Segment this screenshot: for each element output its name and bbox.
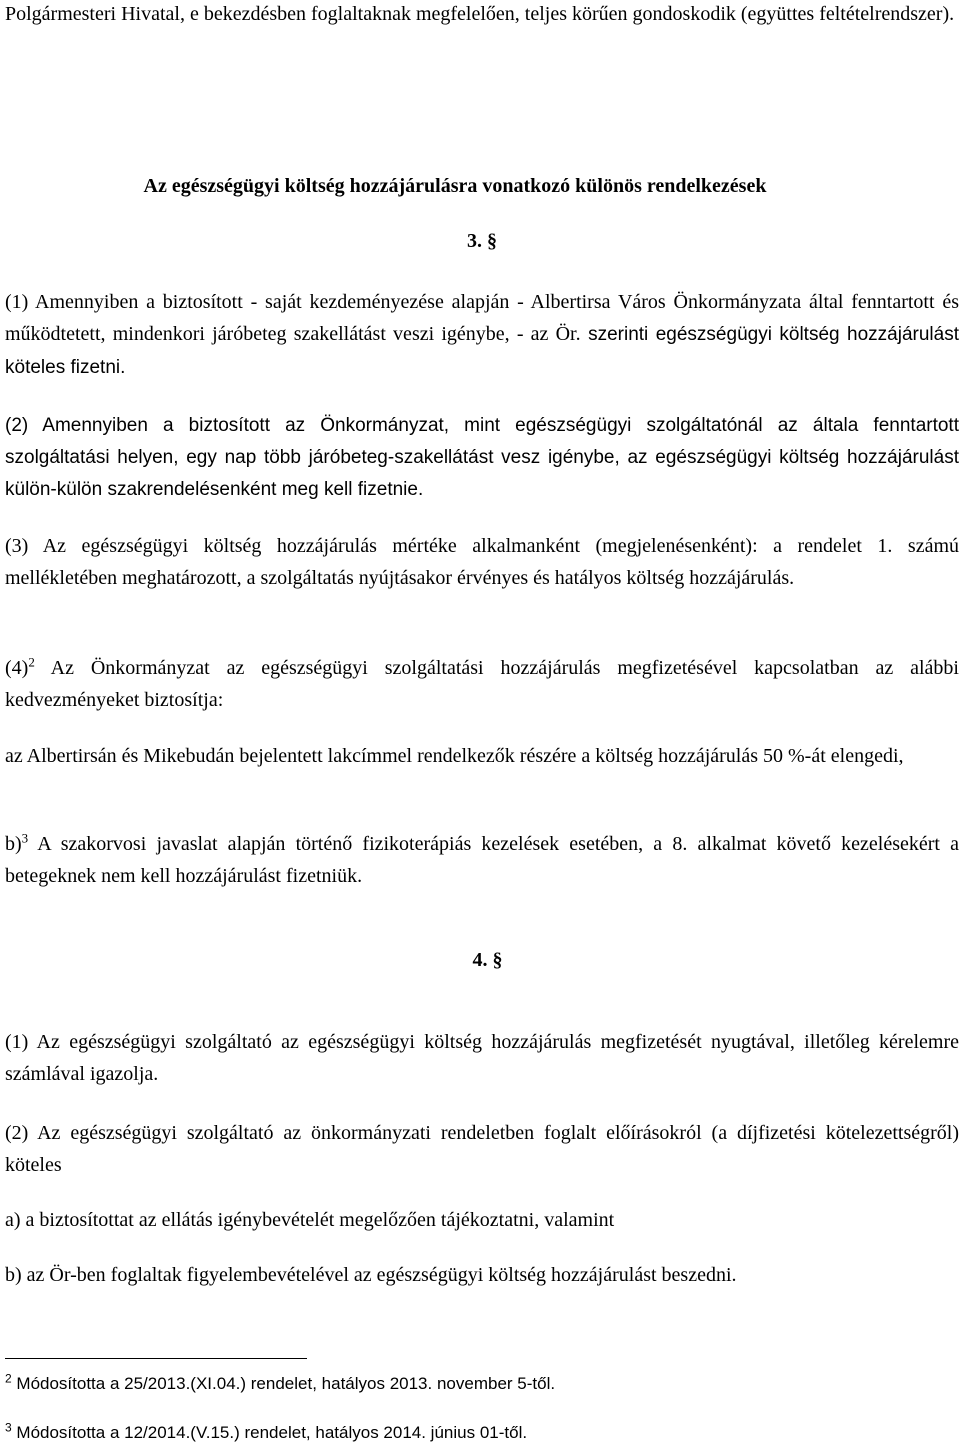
article-4-paragraph-2a: a) a biztosítottat az ellátás igénybevételét megelőzően tájékoztatni, valamint — [5, 1209, 615, 1231]
article-4-paragraph-2b: b) az Ör-ben foglaltak figyelembevételével az egészségügyi költség hozzájárulást beszedni. — [5, 1264, 737, 1286]
article-3-paragraph-1-sans: szerinti egészségügyi költség hozzájárulást köteles fizetni. — [5, 324, 959, 378]
footnote-3-mark: 3 — [5, 1420, 12, 1435]
intro-paragraph — [5, 0, 959, 30]
paragraph-4b-text: A szakorvosi javaslat alapján történő fizikoterápiás kezelések esetében, a 8. alkalmat követő kezelésekért a betegeknek nem kell hozzájárulást fizetniük. — [5, 833, 959, 887]
footnote-3-text: Módosította a 12/2014.(V.15.) rendelet, hatályos 2014. június 01-től. — [11, 1423, 528, 1442]
footnote-2-text: Módosította a 25/2013.(XI.04.) rendelet, hatályos 2013. november 5-től. — [11, 1374, 556, 1393]
article-3-paragraph-4b — [5, 828, 959, 892]
article-3-paragraph-3: (3) Az egészségügyi költség hozzájárulás mértéke alkalmanként (megjelenésenként): a rendelet 1. számú mellékletében meghatározott, a szolgáltatás nyújtásakor érvényes és hatályos költség hozzájárulás. — [5, 535, 959, 589]
paragraph-4b-prefix: b) — [5, 833, 22, 855]
article-4-number: 4. § — [472, 949, 503, 971]
article-3-paragraph-1 — [5, 286, 959, 384]
footnote-separator — [5, 1358, 307, 1359]
article-3-paragraph-4a: az Albertirsán és Mikebudán bejelentett lakcímmel rendelkezők részére a költség hozzájárulás 50 %-át elengedi, — [5, 745, 904, 767]
article-3-number: 3. § — [467, 230, 497, 252]
footnote-ref-2: 2 — [28, 654, 35, 670]
article-4-paragraph-1: (1) Az egészségügyi szolgáltató az egészségügyi költség hozzájárulás megfizetését nyugtával, illetőleg kérelemre számlával igazolja. — [5, 1031, 959, 1085]
article-3-paragraph-4 — [5, 652, 959, 716]
article-4-paragraph-2: (2) Az egészségügyi szolgáltató az önkormányzati rendeletben foglalt előírásokról (a díjfizetési kötelezettségről) köteles — [5, 1122, 959, 1176]
intro-text: Polgármesteri Hivatal, e bekezdésben foglaltaknak megfelelően, teljes körűen gondoskodik (együttes feltételrendszer). — [5, 3, 955, 25]
article-3-paragraph-2: (2) Amennyiben a biztosított az Önkormányzat, mint egészségügyi szolgáltatónál az általa fenntartott szolgáltatási helyen, egy nap több járóbeteg-szakellátást vesz igénybe, az egészségügyi költség hozzájárulást külön-külön szakrendelésenként meg kell fizetnie. — [5, 415, 959, 500]
article-3-paragraph-1-serif: (1) Amennyiben a biztosított - saját kezdeményezése alapján - Albertirsa Város Önkormányzata által fenntartott és működtetett, mindenkori járóbeteg szakellátást veszi igénybe, - az Ör. — [5, 291, 959, 345]
section-heading: Az egészségügyi költség hozzájárulásra vonatkozó különös rendelkezések — [143, 175, 767, 197]
footnote-3 — [5, 1422, 527, 1444]
footnote-ref-3: 3 — [21, 830, 29, 846]
paragraph-4-text: Az Önkormányzat az egészségügyi szolgáltatási hozzájárulás megfizetésével kapcsolatban az alábbi kedvezményeket biztosítja: — [5, 657, 959, 711]
footnote-2-mark: 2 — [5, 1371, 12, 1386]
paragraph-4-prefix: (4) — [5, 657, 29, 679]
footnote-2 — [5, 1373, 555, 1395]
